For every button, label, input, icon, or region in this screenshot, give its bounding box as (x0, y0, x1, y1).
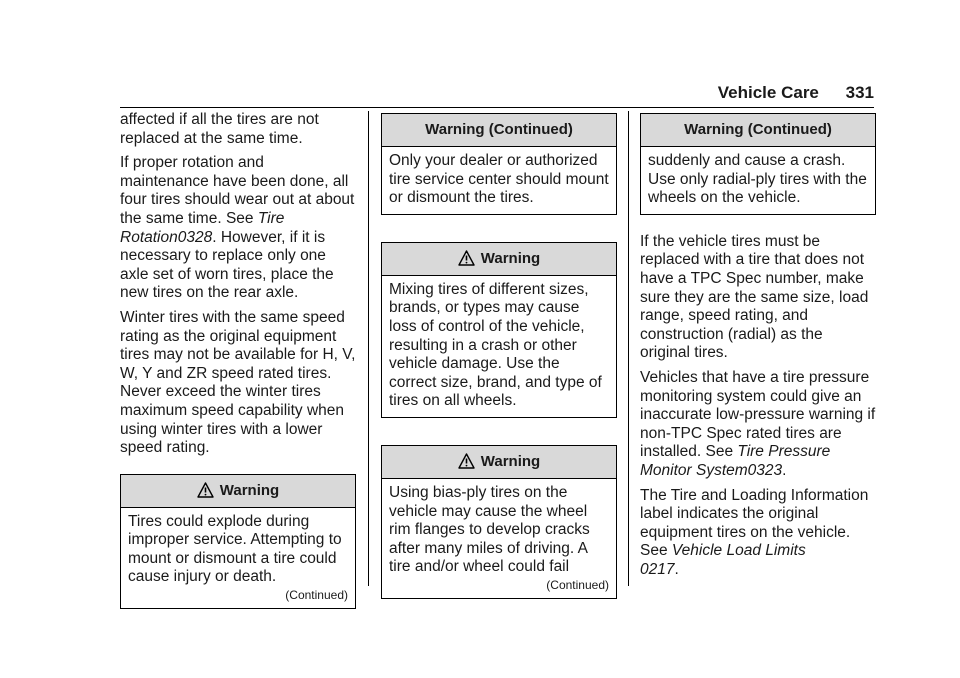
section-title: Vehicle Care (717, 83, 819, 102)
warning-text: Only your dealer or authorized tire service center should mount or dismount the tires. (389, 152, 609, 207)
column-2 (381, 111, 617, 599)
warning-box-header: Warning (Continued) (382, 114, 616, 147)
warning-text: Mixing tires of different sizes, brands, or types may cause loss of control of the vehicle, resulting in a crash or other vehicle damage. Use the correct size, brand, and type of tires on all wheels. (389, 280, 602, 410)
warning-triangle-icon (458, 453, 475, 469)
warning-box-body (382, 147, 616, 214)
warning-triangle-icon (197, 482, 214, 498)
warning-box (120, 474, 356, 609)
warning-box-header: Warning (382, 446, 616, 479)
warning-box-body (641, 147, 875, 214)
paragraph: Vehicles that have a tire pressure monitoring system could give an inaccurate low-pressure warning if non-TPC Spec rated tires are installed. See Tire Pressure Monitor System0323. (640, 368, 876, 479)
warning-text: suddenly and cause a crash. Use only radial-ply tires with the wheels on the vehicle. (648, 152, 867, 207)
page-reference-glyph: 0 (640, 560, 649, 578)
continued-label: (Continued) (546, 577, 609, 592)
header-rule (120, 107, 874, 108)
warning-text: Tires could explode during improper service. Attempting to mount or dismount a tire could cause injury or death. (128, 512, 342, 586)
page-reference[interactable]: 0328 (177, 228, 213, 246)
warning-triangle-icon (458, 250, 475, 266)
warning-box (381, 445, 617, 599)
page-reference[interactable]: 0217 (640, 560, 675, 578)
warning-box-body (382, 479, 616, 598)
paragraph: If proper rotation and maintenance have been done, all four tires should wear out at about the same time. See Tire Rotation0328. However, if it is necessary to replace only one axle set of worn tires, place the new tires on the rear axle. (120, 154, 355, 302)
column-divider-2 (628, 111, 629, 586)
warning-box-body (382, 276, 616, 417)
warning-text: Using bias-ply tires on the vehicle may cause the wheel rim flanges to develop cracks after many miles of driving. A tire and/or wheel could fail (389, 483, 590, 576)
warning-box-header: Warning (382, 243, 616, 276)
paragraph: If the vehicle tires must be replaced with a tire that does not have a TPC Spec number, make sure they are the same size, load range, speed rating, and construction (radial) as the original tires. (640, 232, 869, 362)
warning-box-header: Warning (121, 475, 355, 508)
column-divider-1 (368, 111, 369, 586)
page-reference[interactable]: 0323 (747, 461, 783, 479)
warning-continued-box (381, 113, 617, 215)
warning-box (381, 242, 617, 418)
cross-reference-link[interactable]: Vehicle Load Limits (671, 542, 806, 560)
warning-box-body (121, 508, 355, 608)
cross-reference-link[interactable]: Tire Rotation (120, 209, 285, 246)
warning-box-header: Warning (Continued) (641, 114, 875, 147)
page-reference-glyph: 0 (747, 461, 757, 479)
paragraph: The Tire and Loading Information label indicates the original equipment tires on the vehicle. See Vehicle Load Limits 0217. (640, 486, 869, 578)
column-3 (640, 111, 876, 585)
continued-label: (Continued) (285, 588, 348, 603)
page-reference-glyph: 0 (177, 228, 187, 246)
cross-reference-link[interactable]: Tire Pressure Monitor System (640, 443, 831, 479)
page-number: 331 (845, 83, 874, 102)
warning-continued-box (640, 113, 876, 215)
page-header (718, 84, 874, 103)
paragraph: affected if all the tires are not replaced at the same time. (120, 111, 319, 147)
paragraph: Winter tires with the same speed rating as the original equipment tires may not be available for H, V, W, Y and ZR speed rated tires. Never exceed the winter tires maximum speed capability when using winter tires with a lower speed rating. (120, 308, 356, 457)
column-1 (120, 111, 356, 609)
